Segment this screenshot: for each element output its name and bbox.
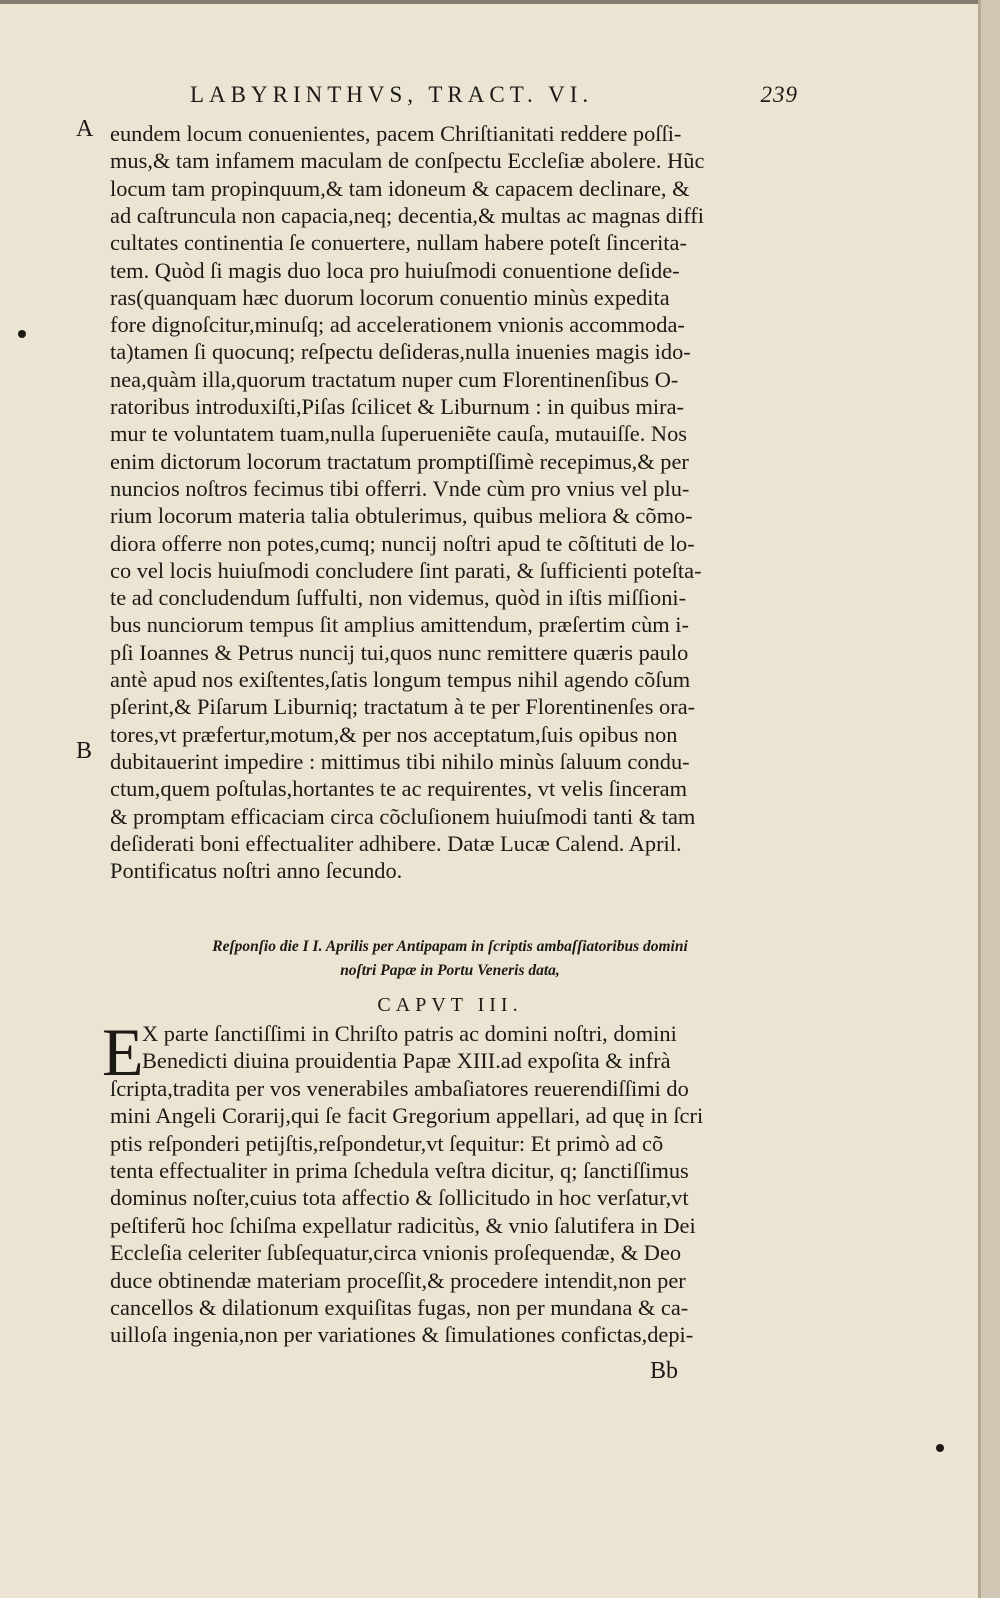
page-number: 239 — [760, 82, 798, 107]
text-line: mur te voluntatem tuam,nulla ſuperueniẽte cauſa, mutauiſſe. Nos — [110, 421, 688, 447]
text-line: pſerint,& Piſarum Liburniq; tractatum à te per Florentinenſes ora- — [110, 694, 696, 720]
text-line: cultates continentia ſe conuertere, nullam habere poteſt ſincerita- — [110, 230, 687, 256]
text-line: rium locorum materia talia obtulerimus, quibus meliora & cõmo- — [110, 503, 693, 529]
scan-border-top — [0, 0, 978, 4]
text-line: enim dictorum locorum tractatum promptiſſimè recepimus,& per — [110, 448, 689, 474]
text-line: ratoribus introduxiſti,Piſas ſcilicet & Liburnum : in quibus mira- — [110, 394, 685, 419]
chapter-text-line: ptis reſponderi petijſtis,reſpondetur,vt ſequitur: Et primò ad cõ — [110, 1130, 664, 1156]
text-line: & promptam efficaciam circa cõcluſionem huiuſmodi tanti & tam — [110, 803, 696, 829]
text-line: deſiderati boni effectualiter adhibere. Datæ Lucæ Calend. April. — [110, 830, 682, 856]
chapter-text-line: mini Angeli Corarij,qui ſe facit Gregorium appellari, ad quę in ſcri — [110, 1103, 704, 1129]
text-line: Pontificatus noſtri anno ſecundo. — [110, 858, 403, 884]
signature-mark: Bb — [650, 1358, 679, 1384]
text-line: dubitauerint impedire : mittimus tibi nihilo minùs ſaluum condu- — [110, 748, 690, 774]
text-line: nuncios noſtros fecimus tibi offerri. Vnde cùm pro vnius vel plu- — [110, 475, 690, 501]
text-line: tem. Quòd ſi magis duo loca pro huiuſmodi conuentione deſide- — [110, 257, 680, 283]
text-line: eundem locum conuenientes, pacem Chriſtianitati reddere poſſi- — [110, 121, 682, 146]
margin-letter-a: A — [76, 116, 94, 142]
text-line: nea,quàm illa,quorum tractatum nuper cum Florentinenſibus O- — [110, 366, 679, 392]
text-line: ctum,quem poſtulas,hortantes te ac requirentes, vt velis ſinceram — [110, 776, 687, 802]
text-line: antè apud nos exiſtentes,ſatis longum tempus nihil agendo cõſum — [110, 667, 691, 692]
text-line: bus nunciorum tempus ſit amplius amittendum, præſertim cùm i- — [110, 612, 689, 638]
running-title: LABYRINTHVS, TRACT. VI. — [190, 82, 594, 107]
chapter-text-line: Eccleſia celeriter ſubſequatur,circa vnionis proſequendæ, & Deo — [110, 1240, 682, 1266]
text-line: ad caſtruncula non capacia,neq; decentia,& multas ac magnas diffi — [110, 202, 704, 228]
text-line: ras(quanquam hæc duorum locorum conuentio minùs expedita — [110, 284, 670, 310]
chapter-text-line: duce obtinendæ materiam proceſſit,& procedere intendit,non per — [110, 1267, 686, 1293]
chapter-text-line: Benedicti diuina prouidentia Papæ XIII.ad expoſita & infrà — [142, 1048, 671, 1074]
text-line: tores,vt præfertur,motum,& per nos acceptatum,ſuis opibus non — [110, 721, 678, 747]
section-heading-line1: Reſponſio die I I. Aprilis per Antipapam in ſcriptis ambaſſiatoribus domini — [212, 938, 688, 955]
chapter-text-line: peſtiferũ hoc ſchiſma expellatur radicitùs, & vnio ſalutifera in Dei — [110, 1212, 696, 1238]
ink-spot — [936, 1444, 944, 1452]
text-line: co vel locis huiuſmodi concludere ſint parati, & ſufficienti poteſta- — [110, 557, 702, 583]
chapter-text-line: uilloſa ingenia,non per variationes & ſimulationes confictas,depi- — [110, 1322, 694, 1348]
text-line: mus,& tam infamem maculam de conſpectu Eccleſiæ abolere. Hũc — [110, 148, 705, 174]
chapter-heading: CAPVT III. — [377, 994, 523, 1016]
running-header — [110, 74, 798, 114]
text-line: diora offerre non potes,cumq; nuncij noſtri apud te cõſtituti de lo- — [110, 530, 695, 556]
ink-spot — [18, 330, 26, 338]
text-line: locum tam propinquum,& tam idoneum & capacem declinare, & — [110, 175, 690, 201]
chapter-text-line: ſcripta,tradita per vos venerabiles ambaſiatores reuerendiſſimi do — [110, 1075, 689, 1101]
section-heading-line2: noſtri Papæ in Portu Veneris data, — [340, 962, 560, 979]
chapter-text-line: cancellos & dilationum exquiſitas fugas, non per mundana & ca- — [110, 1295, 689, 1320]
text-line: ta)tamen ſi quocunq; reſpectu deſideras,nulla inuenies magis ido- — [110, 339, 691, 365]
chapter-text-line: tenta effectualiter in prima ſchedula veſtra dicitur, q; ſanctiſſimus — [110, 1158, 689, 1183]
chapter-text-line: X parte ſanctiſſimi in Chriſto patris ac domini noſtri, domini — [142, 1021, 677, 1046]
text-line: fore dignoſcitur,minuſq; ad accelerationem vnionis accommoda- — [110, 312, 685, 338]
text-line: te ad concludendum ſuffulti, non videmus, quòd in iſtis miſſioni- — [110, 585, 687, 611]
margin-letter-b: B — [76, 738, 93, 764]
text-line: pſi Ioannes & Petrus nuncij tui,quos nunc remittere quæris paulo — [110, 639, 689, 665]
drop-cap-initial: E — [102, 1014, 144, 1090]
chapter-text-line: dominus noſter,cuius tota affectio & ſollicitudo in hoc verſatur,vt — [110, 1185, 689, 1211]
